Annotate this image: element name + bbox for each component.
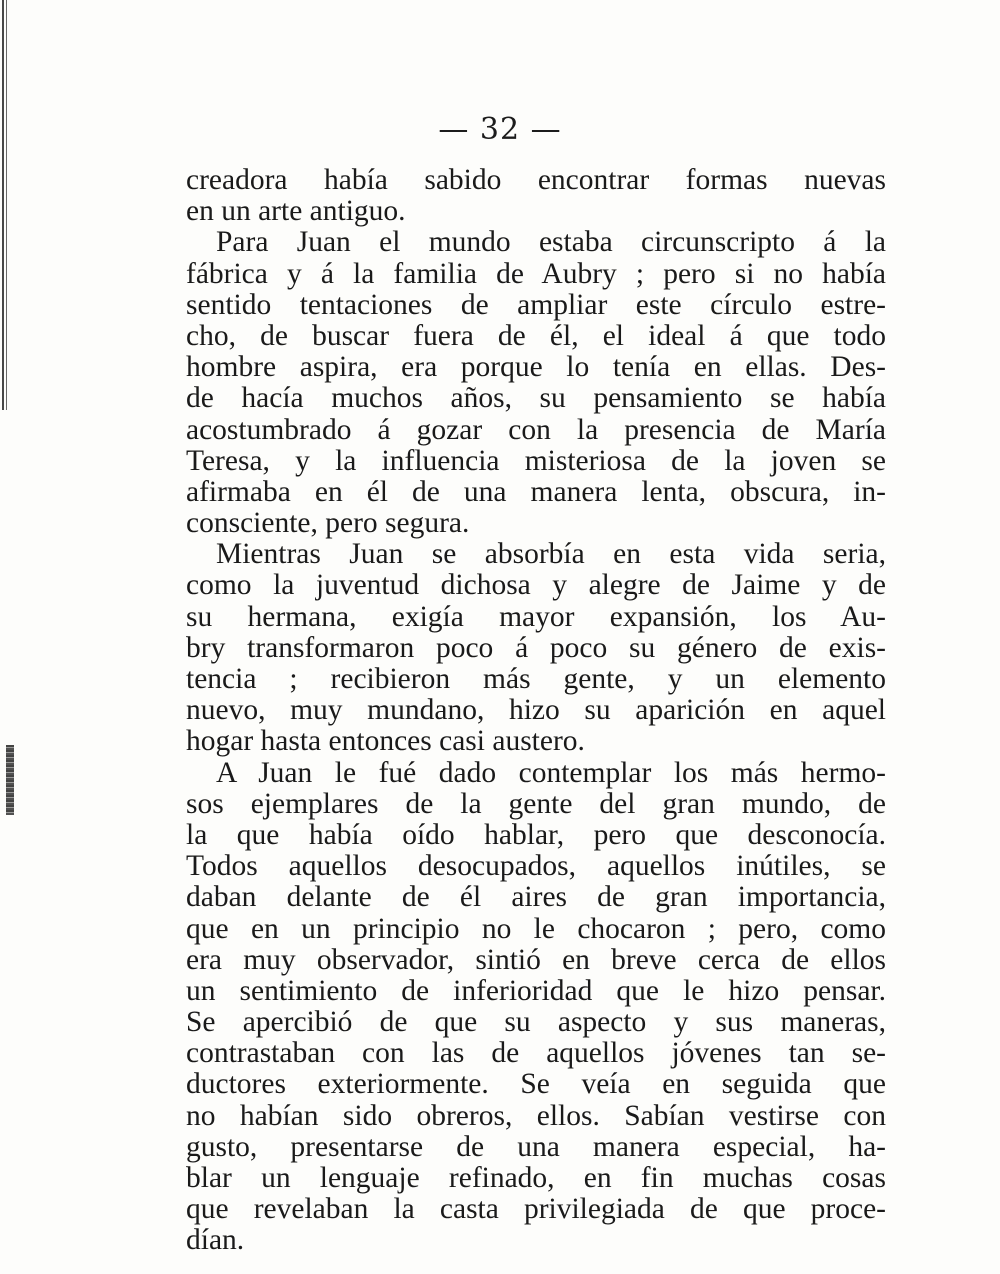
text-line: que en un principio no le chocaron ; pero, como	[186, 912, 886, 945]
text-line: Mientras Juan se absorbía en esta vida seria,	[216, 538, 886, 571]
text-line: como la juventud dichosa y alegre de Jaime y de	[186, 569, 886, 602]
text-line: fábrica y á la familia de Aubry ; pero si no había	[186, 257, 886, 290]
text-line: un sentimiento de inferioridad que le hizo pensar.	[186, 974, 886, 1007]
text-line: no habían sido obreros, ellos. Sabían vestirse con	[186, 1099, 886, 1132]
text-line: consciente, pero segura.	[186, 507, 470, 540]
text-line: de hacía muchos años, su pensamiento se había	[186, 382, 886, 415]
text-line: ductores exteriormente. Se veía en seguida que	[186, 1068, 886, 1101]
text-line: gusto, presentarse de una manera especial, ha-	[186, 1130, 886, 1163]
text-line: tencia ; recibieron más gente, y un elemento	[186, 663, 886, 695]
text-line: Todos aquellos desocupados, aquellos inútiles, se	[186, 850, 886, 883]
text-line: nuevo, muy mundano, hizo su aparición en aquel	[186, 694, 886, 727]
text-line: bry transformaron poco á poco su género de exis-	[186, 631, 886, 664]
text-line: acostumbrado á gozar con la presencia de María	[186, 413, 886, 446]
text-line: Para Juan el mundo estaba circunscripto á la	[216, 226, 886, 259]
text-line: hombre aspira, era porque lo tenía en ellas. Des-	[186, 351, 886, 384]
text-line: sos ejemplares de la gente del gran mundo, de	[186, 787, 886, 820]
scan-artifact	[6, 745, 14, 815]
text-line: que revelaban la casta privilegiada de que proce-	[186, 1193, 886, 1226]
text-line: era muy observador, sintió en breve cerca de ellos	[186, 943, 886, 976]
text-line: hogar hasta entonces casi austero.	[186, 725, 585, 758]
text-line: dían.	[186, 1224, 245, 1257]
text-line: Teresa, y la influencia misteriosa de la joven se	[186, 444, 886, 477]
body-text	[186, 165, 886, 1257]
text-line: blar un lenguaje refinado, en fin muchas cosas	[186, 1162, 886, 1194]
text-line: Se apercibió de que su aspecto y sus maneras,	[186, 1006, 886, 1039]
text-line: sentido tentaciones de ampliar este círculo estre-	[186, 288, 886, 321]
text-line: contrastaban con las de aquellos jóvenes tan se-	[186, 1037, 886, 1070]
text-line: su hermana, exigía mayor expansión, los Au-	[186, 600, 886, 633]
text-line: la que había oído hablar, pero que desconocía.	[186, 818, 886, 851]
text-line: afirmaba en él de una manera lenta, obscura, in-	[186, 475, 886, 508]
text-line: en un arte antiguo.	[186, 195, 406, 228]
text-line: A Juan le fué dado contemplar los más hermo-	[216, 756, 886, 789]
scan-binding-edge	[2, 0, 10, 410]
page-number: — 32 —	[438, 112, 562, 147]
text-line: cho, de buscar fuera de él, el ideal á que todo	[186, 319, 886, 352]
text-line: daban delante de él aires de gran importancia,	[186, 881, 886, 914]
text-line: creadora había sabido encontrar formas nuevas	[186, 164, 886, 196]
